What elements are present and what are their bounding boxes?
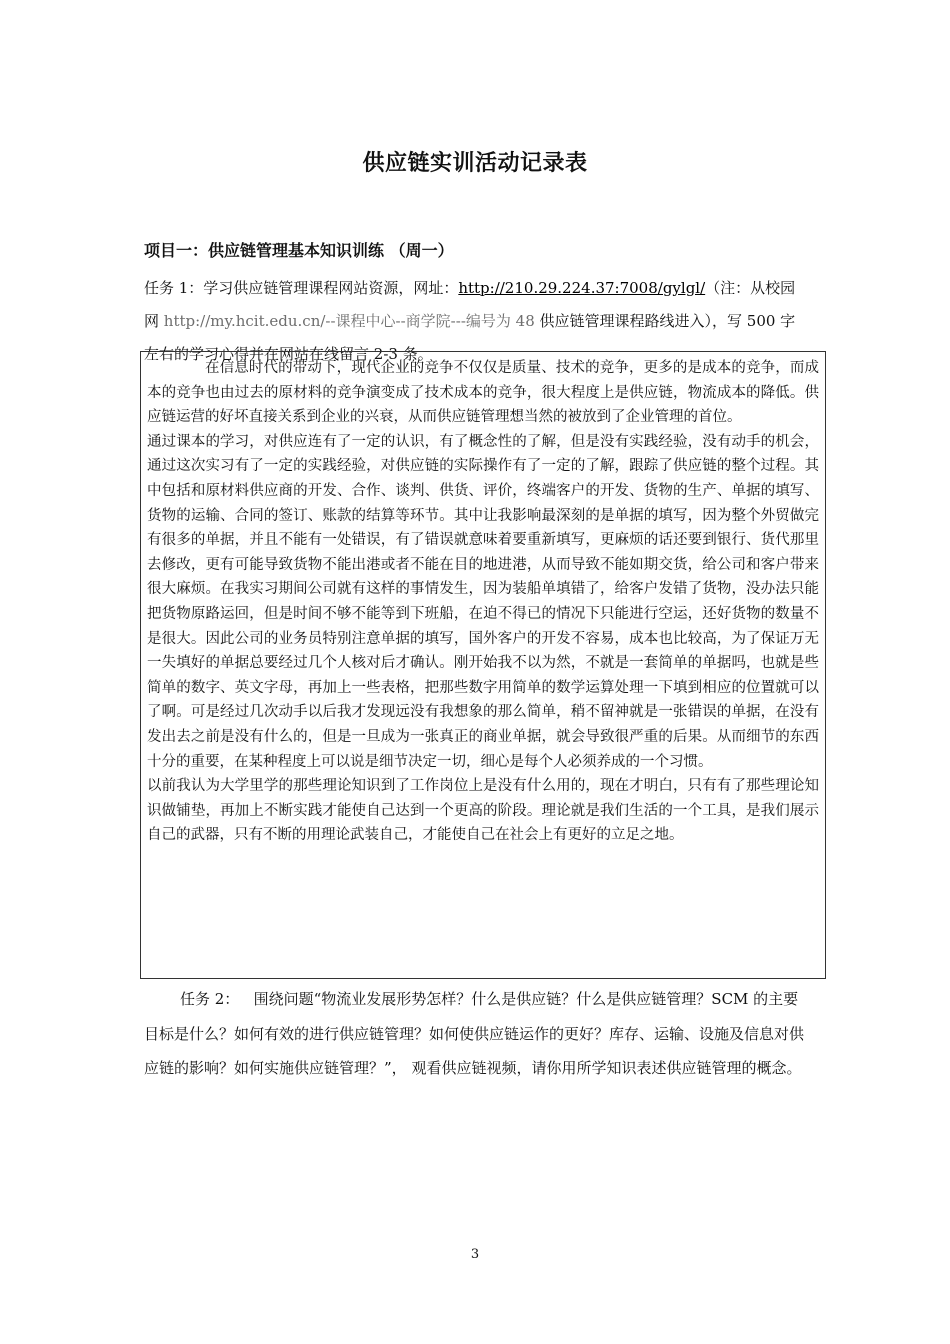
page-title: 供应链实训活动记录表	[362, 151, 588, 176]
answer-paragraph-3: 以前我认为大学里学的那些理论知识到了工作岗位上是没有什么用的，现在才明白，只有有了那些理论知识做铺垫，再加上不断实践才能使自己达到一个更高的阶段。理论就是我们生活的一个工具，是我们展示自己的武器，只有不断的用理论武装自己，才能使自己在社会上有更好的立足之地。	[147, 778, 819, 844]
answer-paragraph-2: 通过课本的学习，对供应连有了一定的认识，有了概念性的了解，但是没有实践经验，没有动手的机会，通过这次实习有了一定的实践经验，对供应链的实际操作有了一定的了解，跟踪了供应链的整个过程。其中包括和原材料供应商的开发、合作、谈判、供货、评价，终端客户的开发、货物的生产、单据的填写、货物的运输、合同的签订、账款的结算等环节。其中让我影响最深刻的是单据的填写，因为整个外贸做完有很多的单据，并且不能有一处错误，有了错误就意味着要重新填写，更麻烦的话还要到银行、货代那里去修改，更有可能导致货物不能出港或者不能在目的地进港，从而导致不能如期交货，给公司和客户带来很大麻烦。在我实习期间公司就有这样的事情发生，因为装船单填错了，给客户发错了货物，没办法只能把货物原路运回，但是时间不够不能等到下班船，在迫不得已的情况下只能进行空运，还好货物的数量不是很大。因此公司的业务员特别注意单据的填写，国外客户的开发不容易，成本也比较高，为了保证万无一失填好的单据总要经过几个人核对后才确认。刚开始我不以为然，不就是一套简单的单据吗，也就是些简单的数字、英文字母，再加上一些表格，把那些数字用简单的数学运算处理一下填到相应的位置就可以了啊。可是经过几次动手以后我才发现远没有我想象的那么简单，稍不留神就是一张错误的单据，在没有发出去之前是没有什么的，但是一旦成为一张真正的商业单据，就会导致很严重的后果。从而细节的东西十分的重要，在某种程度上可以说是细节决定一切，细心是每个人必须养成的一个习惯。	[147, 433, 819, 770]
task-2-description	[144, 982, 809, 1086]
section-heading: 项目一：供应链管理基本知识训练 （周一）	[144, 241, 454, 260]
answer-paragraph-1: 在信息时代的带动下，现代企业的竞争不仅仅是质量、技术的竞争，更多的是成本的竞争，而成本的竞争也由过去的原材料的竞争演变成了技术成本的竞争，很大程度上是供应链，物流成本的降低。供应链运营的好坏直接关系到企业的兴衰，从而供应链管理想当然的被放到了企业管理的首位。	[147, 360, 819, 426]
task-2-label: 任务 2：	[180, 990, 240, 1008]
answer-box	[140, 351, 826, 979]
task-1-note-open: （注：从校园网	[144, 279, 796, 330]
task-2-text: 围绕问题“物流业发展形势怎样？什么是供应链？什么是供应链管理？SCM 的主要目标是什么？如何有效的进行供应链管理？如何使供应链运作的更好？库存、运输、设施及信息对供应链的影响？如何实施供应链管理？”， 观看供应链视频，请你用所学知识表述供应链管理的概念。	[144, 990, 805, 1077]
course-website-link[interactable]: http://210.29.224.37:7008/gylgl/	[458, 279, 706, 297]
task-1-note-close: 供应链管理课程路线进入），写 500 字左右的学习心得并在网站在线留言 2-3 条。	[144, 312, 796, 363]
page-number: 3	[470, 1247, 480, 1262]
task-1-note-path: http://my.hcit.edu.cn/--课程中心--商学院---编号为 48	[163, 312, 535, 330]
task-1-prefix: 任务 1：学习供应链管理课程网站资源，网址：	[144, 279, 459, 297]
